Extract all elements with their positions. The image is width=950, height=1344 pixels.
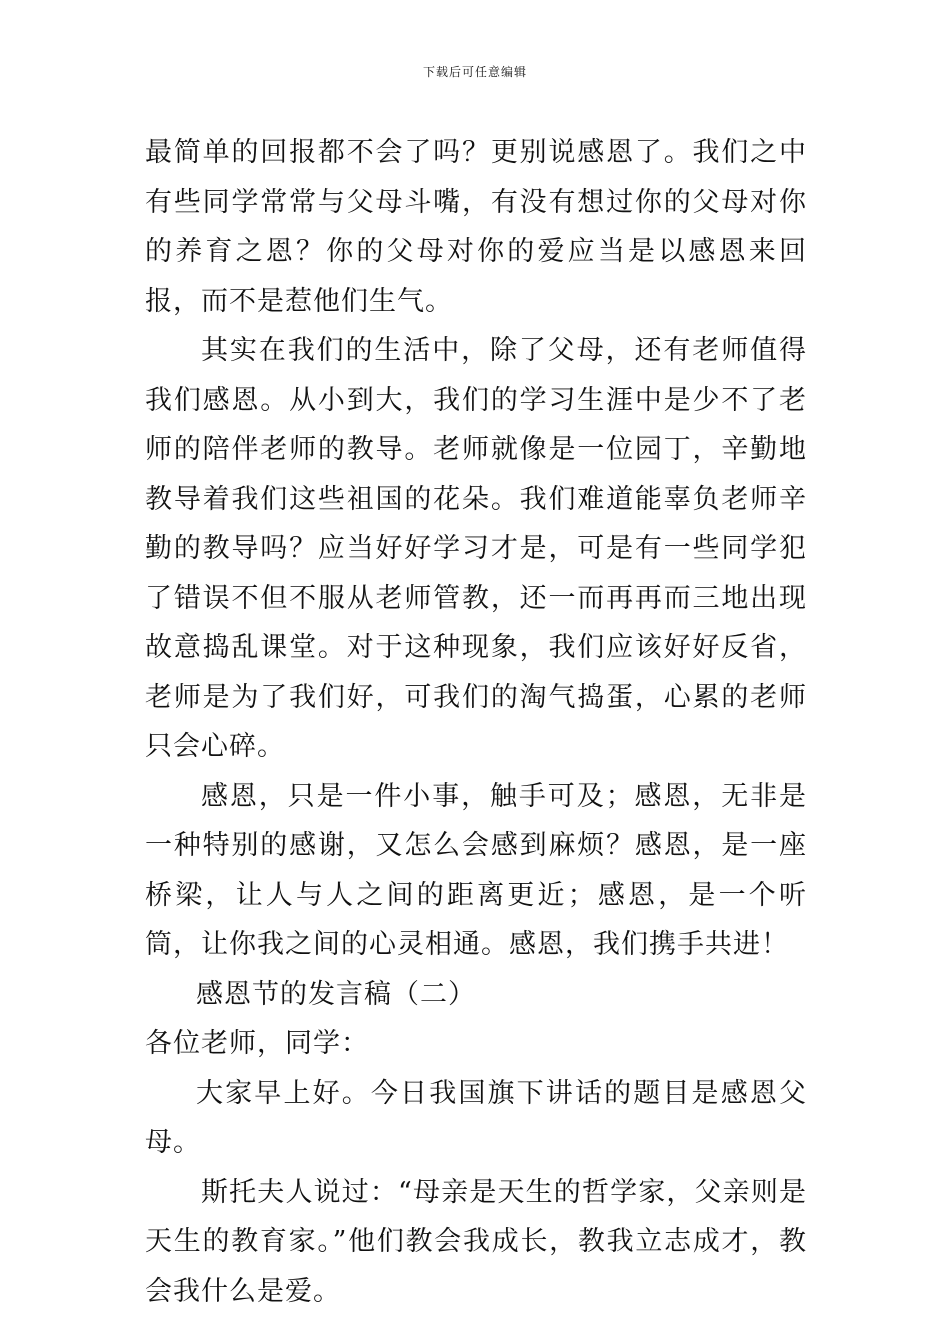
- paragraph-teachers: 其实在我们的生活中，除了父母，还有老师值得我们感恩。从小到大，我们的学习生涯中是少不了老师的陪伴老师的教导。老师就像是一位园丁，辛勤地教导着我们这些祖国的花朵。我们难道能辜负老师辛勤的教导吗？应当好好学习才是，可是有一些同学犯了错误不但不服从老师管教，还一而再再而三地出现故意捣乱课堂。对于这种现象，我们应该好好反省，老师是为了我们好，可我们的淘气捣蛋，心累的老师只会心碎。: [145, 335, 807, 762]
- paragraph-greeting: 大家早上好。今日我国旗下讲话的题目是感恩父母。: [145, 1077, 807, 1158]
- header-note: 下载后可任意编辑: [422, 65, 527, 79]
- document-body: [145, 128, 807, 1316]
- paragraph-quote: 斯托夫人说过：“母亲是天生的哲学家，父亲则是天生的教育家。”他们教会我成长，教我立志成才，教会我什么是爱。: [145, 1176, 807, 1307]
- salutation: 各位老师，同学：: [145, 1028, 369, 1059]
- paragraph-gratitude: 感恩，只是一件小事，触手可及；感恩，无非是一种特别的感谢，又怎么会感到麻烦？感恩，是一座桥梁，让人与人之间的距离更近；感恩，是一个听筒，让你我之间的心灵相通。感恩，我们携手共进！: [145, 780, 807, 960]
- paragraph-continuation: 最简单的回报都不会了吗？更别说感恩了。我们之中有些同学常常与父母斗嘴，有没有想过你的父母对你的养育之恩？你的父母对你的爱应当是以感恩来回报，而不是惹他们生气。: [145, 137, 807, 317]
- section-heading: 感恩节的发言稿（二）: [196, 978, 476, 1010]
